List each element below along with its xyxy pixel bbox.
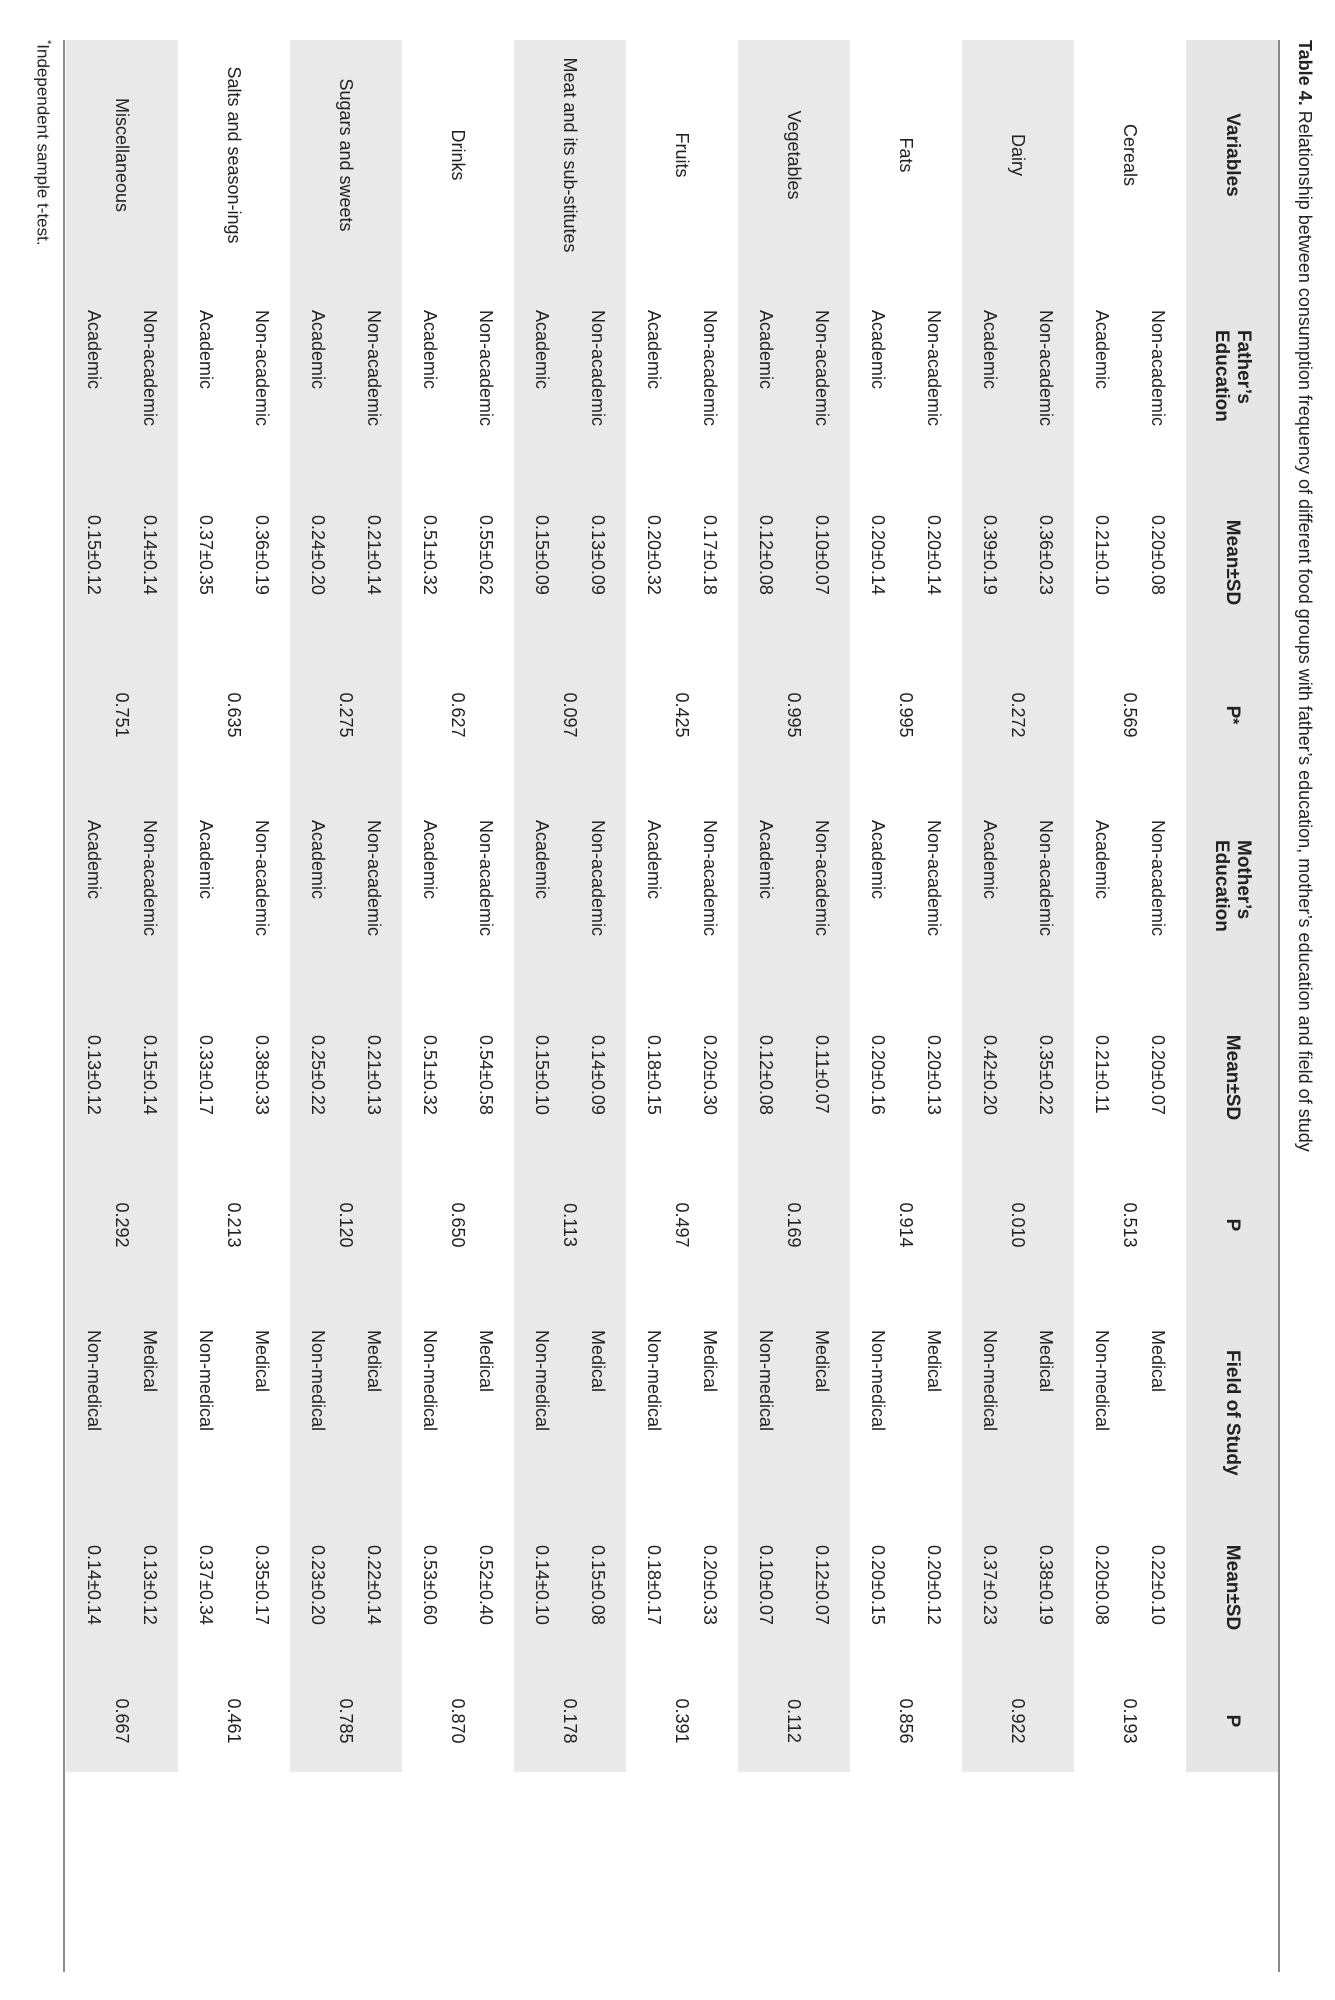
mother-education-cell-2: Academic: [644, 820, 664, 900]
field-mean-sd-cell-2: 0.20±0.08: [1092, 1545, 1112, 1625]
mother-education-cell: [514, 780, 626, 995]
mother-mean-sd-cell: [290, 995, 402, 1160]
field-mean-sd-cell-1: 0.35±0.17: [252, 1545, 272, 1625]
father-education-cell: [402, 270, 514, 475]
mother-mean-sd-cell-2: 0.12±0.08: [756, 1035, 776, 1115]
field-mean-sd-cell: [178, 1505, 290, 1670]
father-education-cell: [850, 270, 962, 475]
mother-education-cell: [178, 780, 290, 995]
field-of-study-cell-1: Medical: [140, 1330, 160, 1393]
mother-mean-sd-cell: [66, 995, 178, 1160]
variable-cell: Miscellaneous: [66, 40, 178, 270]
father-education-cell: [66, 270, 178, 475]
mother-mean-sd-cell: [1074, 995, 1186, 1160]
mother-mean-sd-cell-2: 0.33±0.17: [196, 1035, 216, 1115]
p-footnote-mark: *: [1224, 718, 1241, 725]
field-of-study-cell-1: Medical: [588, 1330, 608, 1393]
mother-p-cell: 0.650: [448, 1202, 468, 1248]
table-bottom-rule: [63, 40, 65, 1972]
mother-p-cell: 0.213: [224, 1202, 244, 1248]
father-p-cell: 0.627: [448, 692, 468, 738]
mother-education-cell-1: Non-academic: [476, 820, 496, 937]
mother-education-cell-1: Non-academic: [364, 820, 384, 937]
father-mean-sd-cell-2: 0.15±0.09: [532, 515, 552, 595]
father-mean-sd-cell: [402, 475, 514, 650]
field-of-study-cell-2: Non-medical: [196, 1330, 216, 1432]
mother-mean-sd-cell-2: 0.15±0.10: [532, 1035, 552, 1115]
variable-cell: Fruits: [672, 132, 692, 178]
variable-cell: Fats: [896, 137, 916, 173]
field-mean-sd-cell-2: 0.53±0.60: [420, 1545, 440, 1625]
field-of-study-cell-1: Medical: [252, 1330, 272, 1393]
father-education-cell: [290, 270, 402, 475]
father-p-cell: 0.569: [1120, 692, 1140, 738]
field-of-study-cell-1: Medical: [1148, 1330, 1168, 1393]
father-education-cell-2: Academic: [868, 310, 888, 390]
father-mean-sd-cell-1: 0.36±0.19: [252, 515, 272, 595]
field-of-study-cell: [626, 1290, 738, 1505]
father-education-cell-1: Non-academic: [1148, 310, 1168, 427]
header-field-mean-sd: Mean±SD: [1186, 1505, 1278, 1670]
mother-mean-sd-cell-1: 0.38±0.33: [252, 1035, 272, 1115]
field-p-cell: 0.922: [962, 1670, 1074, 1772]
mother-p-cell: 0.169: [738, 1160, 850, 1290]
mother-education-cell-2: Academic: [756, 820, 776, 900]
field-mean-sd-cell: [738, 1505, 850, 1670]
header-mother-mean-sd: Mean±SD: [1186, 995, 1278, 1160]
field-of-study-cell: [290, 1290, 402, 1505]
field-of-study-cell: [402, 1290, 514, 1505]
table-footnote: [32, 40, 53, 246]
father-p-cell: 0.635: [224, 692, 244, 738]
mother-mean-sd-cell: [178, 995, 290, 1160]
father-mean-sd-cell-2: 0.20±0.32: [644, 515, 664, 595]
field-p-cell: 0.856: [896, 1698, 916, 1744]
field-p-cell: 0.461: [224, 1698, 244, 1744]
father-mean-sd-cell-2: 0.37±0.35: [196, 515, 216, 595]
mother-education-cell-2: Academic: [420, 820, 440, 900]
field-mean-sd-cell: [1074, 1505, 1186, 1670]
father-mean-sd-cell-2: 0.21±0.10: [1092, 515, 1112, 595]
father-p-cell: 0.995: [896, 692, 916, 738]
mother-education-cell: [290, 780, 402, 995]
table-caption: [1293, 40, 1317, 1152]
data-table: [66, 40, 1278, 1972]
mother-mean-sd-cell-1: 0.20±0.30: [700, 1035, 720, 1115]
father-mean-sd-cell: [1074, 475, 1186, 650]
mother-mean-sd-cell-1: 0.20±0.07: [1148, 1035, 1168, 1115]
mother-mean-sd-cell: [850, 995, 962, 1160]
mother-p-cell: 0.914: [896, 1202, 916, 1248]
header-mother-p: P: [1186, 1160, 1278, 1290]
field-mean-sd-cell-2: 0.20±0.15: [868, 1545, 888, 1625]
father-mean-sd-cell-1: 0.13±0.09: [588, 515, 608, 595]
variable-cell: Sugars and sweets: [290, 40, 402, 270]
father-education-cell: [626, 270, 738, 475]
mother-education-cell: [962, 780, 1074, 995]
father-mean-sd-cell: [738, 475, 850, 650]
father-mean-sd-cell-1: 0.17±0.18: [700, 515, 720, 595]
mother-education-cell-1: Non-academic: [1148, 820, 1168, 937]
mother-education-cell: [1074, 780, 1186, 995]
father-mean-sd-cell-1: 0.10±0.07: [812, 515, 832, 595]
variable-cell: Vegetables: [738, 40, 850, 270]
field-mean-sd-cell: [402, 1505, 514, 1670]
father-mean-sd-cell-2: 0.20±0.14: [868, 515, 888, 595]
variable-cell: Cereals: [1120, 123, 1140, 187]
field-p-cell: 0.785: [290, 1670, 402, 1772]
field-of-study-cell-1: Medical: [364, 1330, 384, 1393]
mother-mean-sd-cell-2: 0.13±0.12: [84, 1035, 104, 1115]
father-education-cell-2: Academic: [308, 310, 328, 390]
mother-mean-sd-cell-1: 0.54±0.58: [476, 1035, 496, 1115]
mother-mean-sd-cell-1: 0.20±0.13: [924, 1035, 944, 1115]
field-of-study-cell-1: Medical: [700, 1330, 720, 1393]
mother-mean-sd-cell-1: 0.21±0.13: [364, 1035, 384, 1115]
table-top-rule: [1278, 40, 1280, 1972]
father-p-cell: 0.275: [290, 650, 402, 780]
field-mean-sd-cell-2: 0.14±0.14: [84, 1545, 104, 1625]
field-p-cell: 0.193: [1120, 1698, 1140, 1744]
mother-mean-sd-cell: [402, 995, 514, 1160]
field-of-study-cell-2: Non-medical: [868, 1330, 888, 1432]
mother-education-cell-1: Non-academic: [924, 820, 944, 937]
header-field-p: P: [1186, 1670, 1278, 1772]
variable-cell: Salts and season-ings: [224, 66, 244, 244]
mother-p-cell: 0.292: [66, 1160, 178, 1290]
mother-education-cell-2: Academic: [1092, 820, 1112, 900]
father-education-cell-1: Non-academic: [1036, 310, 1056, 427]
mother-education-cell-1: Non-academic: [140, 820, 160, 937]
field-p-cell: 0.870: [448, 1698, 468, 1744]
mother-mean-sd-cell-1: 0.15±0.14: [140, 1035, 160, 1115]
field-of-study-cell: [962, 1290, 1074, 1505]
mother-mean-sd-cell-2: 0.51±0.32: [420, 1035, 440, 1115]
header-field-of-study: Field of Study: [1186, 1290, 1278, 1505]
field-of-study-cell-2: Non-medical: [308, 1330, 328, 1432]
field-of-study-cell: [1074, 1290, 1186, 1505]
mother-education-cell: [402, 780, 514, 995]
father-education-cell: [738, 270, 850, 475]
mother-p-cell: 0.010: [962, 1160, 1074, 1290]
field-mean-sd-cell-2: 0.14±0.10: [532, 1545, 552, 1625]
field-mean-sd-cell-2: 0.23±0.20: [308, 1545, 328, 1625]
mother-mean-sd-cell-1: 0.14±0.09: [588, 1035, 608, 1115]
father-mean-sd-cell-2: 0.51±0.32: [420, 515, 440, 595]
field-of-study-cell: [514, 1290, 626, 1505]
table-caption-text: Relationship between consumption frequency of different food groups with father’s education, mother’s education and field of study: [1295, 110, 1315, 1152]
header-father-education: Father’s Education: [1186, 270, 1278, 475]
field-mean-sd-cell-1: 0.12±0.07: [812, 1545, 832, 1625]
mother-education-cell-1: Non-academic: [588, 820, 608, 937]
mother-mean-sd-cell: [962, 995, 1074, 1160]
father-education-cell-1: Non-academic: [252, 310, 272, 427]
father-education-cell-1: Non-academic: [588, 310, 608, 427]
field-mean-sd-cell-1: 0.22±0.14: [364, 1545, 384, 1625]
field-of-study-cell-2: Non-medical: [644, 1330, 664, 1432]
father-education-cell: [178, 270, 290, 475]
field-of-study-cell-2: Non-medical: [980, 1330, 1000, 1432]
mother-education-cell-2: Academic: [532, 820, 552, 900]
mother-education-cell-1: Non-academic: [700, 820, 720, 937]
father-mean-sd-cell-2: 0.15±0.12: [84, 515, 104, 595]
father-mean-sd-cell-1: 0.20±0.14: [924, 515, 944, 595]
header-mother-education: Mother’s Education: [1186, 780, 1278, 995]
field-of-study-cell-2: Non-medical: [1092, 1330, 1112, 1432]
field-mean-sd-cell-1: 0.20±0.12: [924, 1545, 944, 1625]
father-education-cell-2: Academic: [1092, 310, 1112, 390]
field-mean-sd-cell-2: 0.10±0.07: [756, 1545, 776, 1625]
father-p-cell: 0.425: [672, 692, 692, 738]
father-education-cell-2: Academic: [196, 310, 216, 390]
variable-cell: Dairy: [962, 40, 1074, 270]
field-mean-sd-cell-1: 0.13±0.12: [140, 1545, 160, 1625]
father-education-cell: [962, 270, 1074, 475]
mother-p-cell: 0.113: [514, 1160, 626, 1290]
mother-education-cell-1: Non-academic: [812, 820, 832, 937]
field-mean-sd-cell: [514, 1505, 626, 1670]
father-p-cell: 0.097: [514, 650, 626, 780]
mother-p-cell: 0.497: [672, 1202, 692, 1248]
field-mean-sd-cell: [850, 1505, 962, 1670]
field-of-study-cell-2: Non-medical: [420, 1330, 440, 1432]
father-education-cell-1: Non-academic: [476, 310, 496, 427]
father-education-cell: [1074, 270, 1186, 475]
header-variables: Variables: [1186, 40, 1278, 270]
father-education-cell-2: Academic: [532, 310, 552, 390]
field-mean-sd-cell-1: 0.20±0.33: [700, 1545, 720, 1625]
footnote-text: Independent sample t-test.: [33, 44, 53, 246]
mother-mean-sd-cell-1: 0.35±0.22: [1036, 1035, 1056, 1115]
mother-mean-sd-cell: [626, 995, 738, 1160]
field-mean-sd-cell-1: 0.15±0.08: [588, 1545, 608, 1625]
header-father-p: P *: [1186, 650, 1278, 780]
mother-education-cell: [66, 780, 178, 995]
field-mean-sd-cell-1: 0.52±0.40: [476, 1545, 496, 1625]
father-mean-sd-cell-2: 0.24±0.20: [308, 515, 328, 595]
father-education-cell-2: Academic: [644, 310, 664, 390]
father-mean-sd-cell-1: 0.36±0.23: [1036, 515, 1056, 595]
father-education-cell-2: Academic: [84, 310, 104, 390]
father-mean-sd-cell: [178, 475, 290, 650]
field-mean-sd-cell: [66, 1505, 178, 1670]
father-mean-sd-cell: [514, 475, 626, 650]
father-mean-sd-cell-1: 0.14±0.14: [140, 515, 160, 595]
father-mean-sd-cell-1: 0.55±0.62: [476, 515, 496, 595]
father-education-cell-1: Non-academic: [700, 310, 720, 427]
father-p-cell: 0.995: [738, 650, 850, 780]
mother-education-cell-1: Non-academic: [1036, 820, 1056, 937]
father-education-cell-1: Non-academic: [812, 310, 832, 427]
father-mean-sd-cell: [962, 475, 1074, 650]
field-mean-sd-cell: [962, 1505, 1074, 1670]
father-education-cell-2: Academic: [980, 310, 1000, 390]
mother-education-cell: [850, 780, 962, 995]
field-of-study-cell: [850, 1290, 962, 1505]
header-father-mean-sd: Mean±SD: [1186, 475, 1278, 650]
field-of-study-cell-1: Medical: [812, 1330, 832, 1393]
field-mean-sd-cell: [290, 1505, 402, 1670]
mother-mean-sd-cell: [514, 995, 626, 1160]
field-p-cell: 0.112: [738, 1670, 850, 1772]
field-mean-sd-cell-2: 0.37±0.23: [980, 1545, 1000, 1625]
mother-mean-sd-cell-2: 0.21±0.11: [1092, 1035, 1112, 1114]
mother-mean-sd-cell-2: 0.42±0.20: [980, 1035, 1000, 1115]
mother-mean-sd-cell-2: 0.20±0.16: [868, 1035, 888, 1115]
mother-education-cell-2: Academic: [196, 820, 216, 900]
father-mean-sd-cell: [626, 475, 738, 650]
field-of-study-cell-1: Medical: [924, 1330, 944, 1393]
father-p-cell: 0.272: [962, 650, 1074, 780]
field-mean-sd-cell: [626, 1505, 738, 1670]
field-mean-sd-cell-2: 0.37±0.34: [196, 1545, 216, 1625]
father-mean-sd-cell-2: 0.39±0.19: [980, 515, 1000, 595]
mother-education-cell-2: Academic: [980, 820, 1000, 900]
field-of-study-cell: [66, 1290, 178, 1505]
mother-education-cell: [738, 780, 850, 995]
father-education-cell-1: Non-academic: [140, 310, 160, 427]
field-of-study-cell-2: Non-medical: [532, 1330, 552, 1432]
father-education-cell-1: Non-academic: [364, 310, 384, 427]
mother-mean-sd-cell: [738, 995, 850, 1160]
mother-education-cell-2: Academic: [308, 820, 328, 900]
field-mean-sd-cell-2: 0.18±0.17: [644, 1545, 664, 1625]
mother-mean-sd-cell-2: 0.18±0.15: [644, 1035, 664, 1115]
field-mean-sd-cell-1: 0.38±0.19: [1036, 1545, 1056, 1625]
father-mean-sd-cell: [290, 475, 402, 650]
field-p-cell: 0.178: [514, 1670, 626, 1772]
field-of-study-cell-2: Non-medical: [756, 1330, 776, 1432]
father-education-cell: [514, 270, 626, 475]
field-p-cell: 0.391: [672, 1698, 692, 1744]
mother-education-cell: [626, 780, 738, 995]
field-of-study-cell-1: Medical: [1036, 1330, 1056, 1393]
field-of-study-cell: [178, 1290, 290, 1505]
mother-education-cell-2: Academic: [84, 820, 104, 900]
father-p-cell: 0.751: [66, 650, 178, 780]
mother-p-cell: 0.120: [290, 1160, 402, 1290]
father-education-cell-1: Non-academic: [924, 310, 944, 427]
variable-cell: Drinks: [448, 129, 468, 181]
father-mean-sd-cell-1: 0.20±0.08: [1148, 515, 1168, 595]
mother-education-cell-1: Non-academic: [252, 820, 272, 937]
field-of-study-cell-2: Non-medical: [84, 1330, 104, 1432]
field-of-study-cell: [738, 1290, 850, 1505]
footnote-mark: *: [41, 40, 53, 45]
table-label: Table 4.: [1295, 40, 1315, 106]
field-of-study-cell-1: Medical: [476, 1330, 496, 1393]
father-mean-sd-cell-1: 0.21±0.14: [364, 515, 384, 595]
variable-cell: Meat and its sub-stitutes: [514, 40, 626, 270]
father-education-cell-2: Academic: [756, 310, 776, 390]
mother-p-cell: 0.513: [1120, 1202, 1140, 1248]
father-education-cell-2: Academic: [420, 310, 440, 390]
field-p-cell: 0.667: [66, 1670, 178, 1772]
mother-education-cell-2: Academic: [868, 820, 888, 900]
mother-mean-sd-cell-2: 0.25±0.22: [308, 1035, 328, 1115]
father-mean-sd-cell: [850, 475, 962, 650]
father-mean-sd-cell-2: 0.12±0.08: [756, 515, 776, 595]
father-mean-sd-cell: [66, 475, 178, 650]
mother-mean-sd-cell-1: 0.11±0.07: [812, 1035, 832, 1114]
field-mean-sd-cell-1: 0.22±0.10: [1148, 1545, 1168, 1625]
